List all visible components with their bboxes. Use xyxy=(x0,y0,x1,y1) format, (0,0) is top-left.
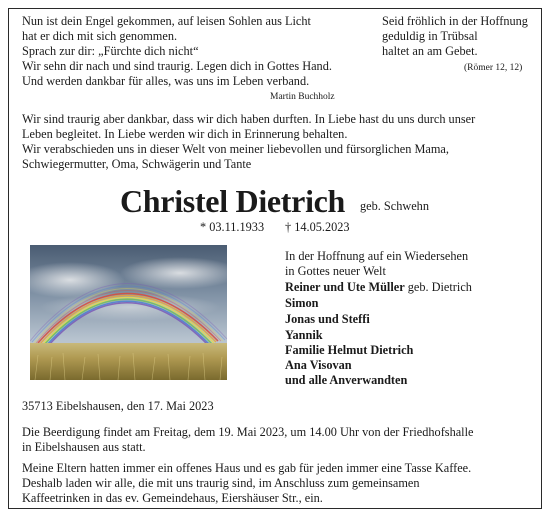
poem-author: Martin Buchholz xyxy=(270,92,335,102)
poem-line: hat er dich mit sich genommen. xyxy=(22,29,178,43)
rainbow-photo xyxy=(30,245,227,380)
closing-line: Kaffeetrinken in das ev. Gemeindehaus, Eiershäuser Str., ein. xyxy=(22,491,323,505)
poem-line: Sprach zur dir: „Fürchte dich nicht“ xyxy=(22,44,199,58)
mourner-birth-name: geb. Dietrich xyxy=(404,280,472,294)
deceased-name: Christel Dietrich xyxy=(120,183,346,219)
verse-reference: (Römer 12, 12) xyxy=(464,63,523,73)
closing-line: Meine Eltern hatten immer ein offenes Haus und es gab für jeden immer eine Tasse Kaffee. xyxy=(22,461,472,475)
place-date: 35713 Eibelshausen, den 17. Mai 2023 xyxy=(22,399,214,413)
mourner-name: Reiner und Ute Müller xyxy=(285,280,405,294)
hope-line: in Gottes neuer Welt xyxy=(285,264,386,278)
closing-line: Deshalb laden wir alle, die mit uns traurig sind, im Anschluss zum gemeinsamen xyxy=(22,476,420,490)
mourner-name: Simon xyxy=(285,296,319,310)
mourner-first-entry xyxy=(285,280,472,295)
funeral-line: Die Beerdigung findet am Freitag, dem 19. Mai 2023, um 14.00 Uhr von der Friedhofshalle xyxy=(22,425,474,439)
intro-line: Schwiegermutter, Oma, Schwägerin und Tante xyxy=(22,157,252,171)
poem-line: Nun ist dein Engel gekommen, auf leisen Sohlen aus Licht xyxy=(22,14,311,28)
mourner-name: Familie Helmut Dietrich xyxy=(285,343,414,357)
mourner-name: Ana Visovan xyxy=(285,358,352,372)
mourner-name: Jonas und Steffi xyxy=(285,312,370,326)
hope-line: In der Hoffnung auf ein Wiedersehen xyxy=(285,249,469,263)
verse-line: Seid fröhlich in der Hoffnung xyxy=(382,14,528,28)
verse-line: haltet an am Gebet. xyxy=(382,44,478,58)
intro-line: Leben begleitet. In Liebe werden wir dich in Erinnerung behalten. xyxy=(22,127,348,141)
deceased-birth-name: geb. Schwehn xyxy=(360,199,429,213)
verse-line: geduldig in Trübsal xyxy=(382,29,478,43)
intro-line: Wir sind traurig aber dankbar, dass wir dich haben durften. In Liebe hast du uns durch unser xyxy=(22,112,476,126)
funeral-line: in Eibelshausen aus statt. xyxy=(22,440,146,454)
birth-date: * 03.11.1933 xyxy=(200,220,265,234)
death-date: † 14.05.2023 xyxy=(285,220,350,234)
mourner-name: und alle Anverwandten xyxy=(285,373,408,387)
poem-line: Wir sehn dir nach und sind traurig. Legen dich in Gottes Hand. xyxy=(22,59,332,73)
poem-line: Und werden dankbar für alles, was uns im Leben verband. xyxy=(22,74,310,88)
mourner-name: Yannik xyxy=(285,328,323,342)
rainbow-landscape-image xyxy=(30,245,227,380)
intro-line: Wir verabschieden uns in dieser Welt von meiner liebevollen und fürsorglichen Mama, xyxy=(22,142,449,156)
